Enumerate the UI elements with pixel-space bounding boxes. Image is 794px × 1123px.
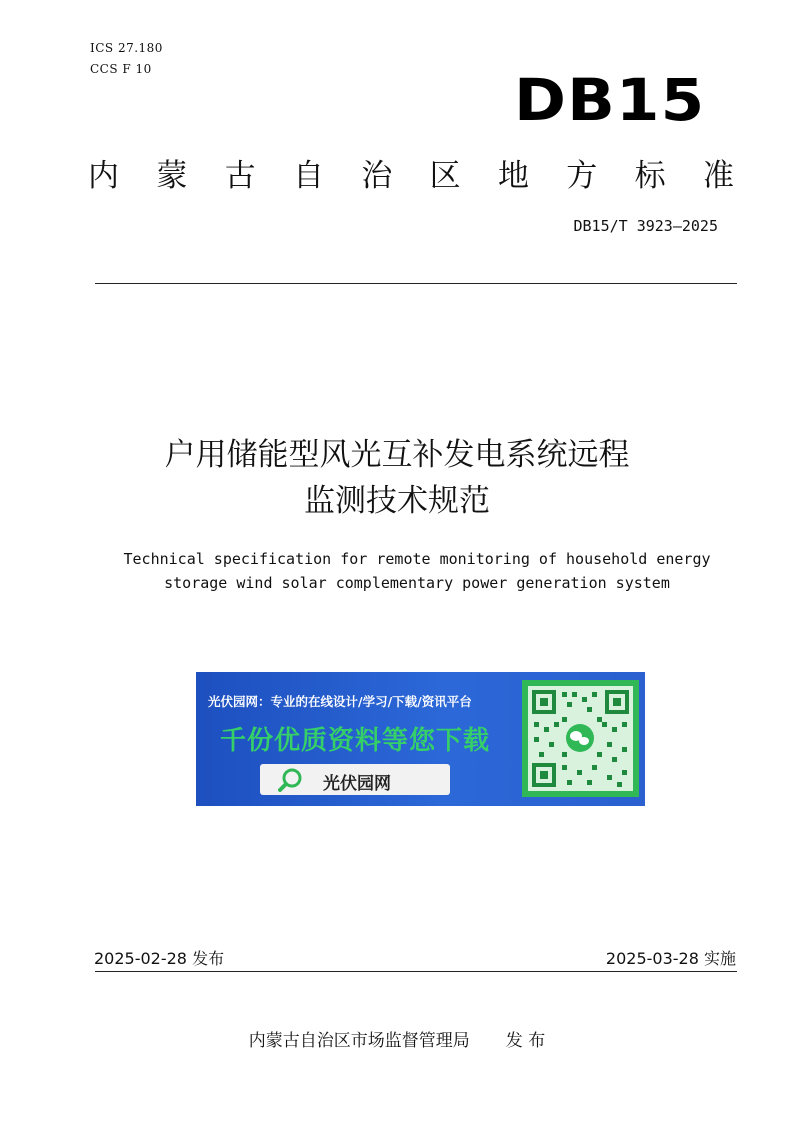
standard-type-char: 治: [361, 158, 393, 194]
classification-codes: [90, 38, 163, 80]
standard-type-char: 准: [702, 158, 734, 194]
implement-date: 2025-03-28 实施: [605, 949, 736, 968]
publisher-name: 内蒙古自治区市场监督管理局: [248, 1031, 470, 1051]
issue-date: 2025-02-28 发布: [94, 949, 225, 968]
qr-code: [522, 680, 639, 797]
standard-type-char: 方: [566, 158, 598, 194]
search-label: 光伏园网: [323, 774, 391, 794]
standard-type-char: 标: [634, 158, 666, 194]
cn-title-line2: 监测技术规范: [304, 483, 490, 519]
promo-banner[interactable]: [196, 672, 645, 806]
banner-search-bar[interactable]: [260, 764, 450, 795]
en-title-line2: storage wind solar complementary power generation system: [164, 574, 670, 592]
standard-type-char: 古: [224, 158, 256, 194]
banner-slogan: 千份优质资料等您下载: [220, 726, 491, 756]
publisher-line: [0, 1026, 794, 1051]
qr-code-icon: [528, 686, 633, 791]
standard-type-char: 蒙: [156, 158, 188, 194]
ccs-code: CCS F 10: [90, 62, 152, 76]
standard-type-char: 自: [292, 158, 324, 194]
header-divider: [95, 283, 737, 284]
en-title-line1: Technical specification for remote monitoring of household energy: [123, 550, 711, 568]
standard-type-char: 区: [429, 158, 461, 194]
ics-code: ICS 27.180: [90, 41, 163, 55]
standard-type-char: 内: [88, 158, 119, 194]
cn-title-line1: 户用储能型风光互补发电系统远程: [164, 437, 630, 473]
standard-type-title: [88, 150, 734, 195]
db-logo: DB15: [514, 66, 706, 134]
search-icon: [278, 767, 304, 793]
publisher-action: 发 布: [505, 1031, 546, 1051]
standard-number: DB15/T 3923—2025: [573, 217, 718, 235]
standard-type-char: 地: [497, 158, 529, 194]
banner-tagline: 光伏园网：专业的在线设计/学习/下载/资讯平台: [208, 694, 472, 709]
footer-divider: [95, 971, 737, 972]
